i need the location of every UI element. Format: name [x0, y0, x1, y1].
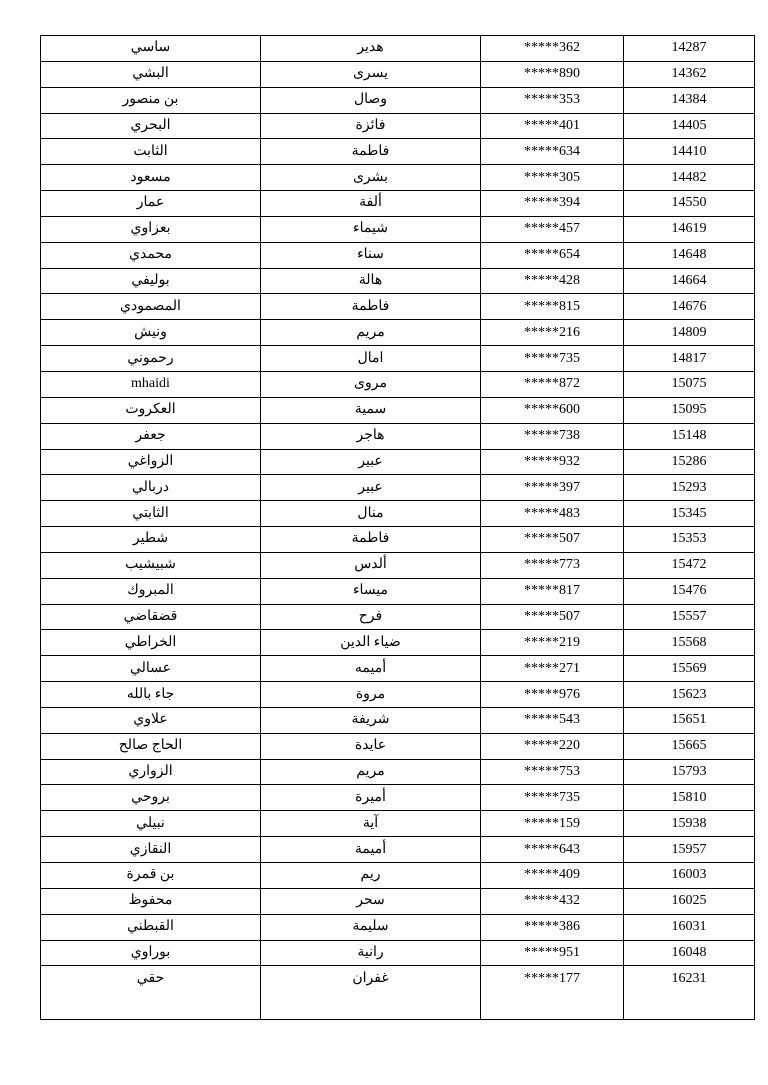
first-name-cell: عايدة [261, 733, 481, 759]
table-row [41, 682, 755, 708]
masked-code-cell: *****219 [481, 630, 624, 656]
masked-code-cell: *****543 [481, 707, 624, 733]
table-row [41, 552, 755, 578]
last-name-cell: جعفر [41, 423, 261, 449]
record-id-cell: 14676 [624, 294, 755, 320]
masked-code-cell: *****932 [481, 449, 624, 475]
last-name-cell: الزواري [41, 759, 261, 785]
last-name-cell: بوراوي [41, 940, 261, 966]
last-name-cell: مسعود [41, 165, 261, 191]
masked-code-cell: *****753 [481, 759, 624, 785]
table-row [41, 449, 755, 475]
record-id-cell: 15568 [624, 630, 755, 656]
record-id-cell: 15569 [624, 656, 755, 682]
masked-code-cell: *****432 [481, 888, 624, 914]
table-row [41, 785, 755, 811]
masked-code-cell: *****271 [481, 656, 624, 682]
record-id-cell: 14619 [624, 216, 755, 242]
last-name-cell: عسالي [41, 656, 261, 682]
table-row [41, 707, 755, 733]
last-name-cell: العكروت [41, 397, 261, 423]
last-name-cell: بوليفي [41, 268, 261, 294]
record-id-cell: 15353 [624, 527, 755, 553]
masked-code-cell: *****220 [481, 733, 624, 759]
table-row [41, 837, 755, 863]
first-name-cell: سناء [261, 242, 481, 268]
record-id-cell: 16048 [624, 940, 755, 966]
first-name-cell: فاطمة [261, 139, 481, 165]
record-id-cell: 15075 [624, 371, 755, 397]
table-row [41, 630, 755, 656]
last-name-cell: بروحي [41, 785, 261, 811]
last-name-cell: جاء بالله [41, 682, 261, 708]
table-row [41, 346, 755, 372]
table-row [41, 501, 755, 527]
table-row [41, 578, 755, 604]
first-name-cell: سحر [261, 888, 481, 914]
record-id-cell: 14362 [624, 61, 755, 87]
masked-code-cell: *****773 [481, 552, 624, 578]
last-name-cell: المصمودي [41, 294, 261, 320]
record-id-cell: 16231 [624, 966, 755, 1020]
last-name-cell: محفوظ [41, 888, 261, 914]
first-name-cell: أميمه [261, 656, 481, 682]
first-name-cell: ميساء [261, 578, 481, 604]
masked-code-cell: *****634 [481, 139, 624, 165]
table-row [41, 36, 755, 62]
last-name-cell: بن منصور [41, 87, 261, 113]
table-row [41, 759, 755, 785]
first-name-cell: هالة [261, 268, 481, 294]
masked-code-cell: *****394 [481, 191, 624, 217]
first-name-cell: أميرة [261, 785, 481, 811]
record-id-cell: 15623 [624, 682, 755, 708]
last-name-cell: ساسي [41, 36, 261, 62]
record-id-cell: 15810 [624, 785, 755, 811]
masked-code-cell: *****409 [481, 863, 624, 889]
results-table-body [41, 36, 755, 1020]
masked-code-cell: *****738 [481, 423, 624, 449]
first-name-cell: شريفة [261, 707, 481, 733]
record-id-cell: 15793 [624, 759, 755, 785]
first-name-cell: امال [261, 346, 481, 372]
last-name-cell: بن قمرة [41, 863, 261, 889]
last-name-cell: نبيلي [41, 811, 261, 837]
record-id-cell: 15938 [624, 811, 755, 837]
table-row [41, 888, 755, 914]
first-name-cell: هاجر [261, 423, 481, 449]
masked-code-cell: *****507 [481, 604, 624, 630]
first-name-cell: غفران [261, 966, 481, 1020]
first-name-cell: فاطمة [261, 294, 481, 320]
record-id-cell: 14410 [624, 139, 755, 165]
first-name-cell: رانية [261, 940, 481, 966]
masked-code-cell: *****735 [481, 785, 624, 811]
record-id-cell: 15148 [624, 423, 755, 449]
masked-code-cell: *****890 [481, 61, 624, 87]
first-name-cell: ضياء الدين [261, 630, 481, 656]
first-name-cell: مروة [261, 682, 481, 708]
table-row [41, 914, 755, 940]
last-name-cell: القبطني [41, 914, 261, 940]
masked-code-cell: *****976 [481, 682, 624, 708]
table-row [41, 61, 755, 87]
first-name-cell: أميمة [261, 837, 481, 863]
record-id-cell: 14664 [624, 268, 755, 294]
first-name-cell: بشرى [261, 165, 481, 191]
first-name-cell: عبير [261, 475, 481, 501]
record-id-cell: 15095 [624, 397, 755, 423]
last-name-cell: بعزاوي [41, 216, 261, 242]
table-row [41, 940, 755, 966]
last-name-cell: البحري [41, 113, 261, 139]
last-name-cell: البشي [41, 61, 261, 87]
last-name-cell: دربالي [41, 475, 261, 501]
masked-code-cell: *****305 [481, 165, 624, 191]
table-row [41, 139, 755, 165]
table-row [41, 811, 755, 837]
table-row [41, 191, 755, 217]
last-name-cell: ونيش [41, 320, 261, 346]
last-name-cell: mhaidi [41, 371, 261, 397]
record-id-cell: 15476 [624, 578, 755, 604]
last-name-cell: قضقاضي [41, 604, 261, 630]
last-name-cell: شطير [41, 527, 261, 553]
first-name-cell: آية [261, 811, 481, 837]
record-id-cell: 15293 [624, 475, 755, 501]
last-name-cell: الحاج صالح [41, 733, 261, 759]
masked-code-cell: *****397 [481, 475, 624, 501]
last-name-cell: الثابتي [41, 501, 261, 527]
last-name-cell: المبروك [41, 578, 261, 604]
table-row [41, 87, 755, 113]
table-row [41, 216, 755, 242]
table-row [41, 604, 755, 630]
first-name-cell: فاطمة [261, 527, 481, 553]
masked-code-cell: *****951 [481, 940, 624, 966]
table-row [41, 371, 755, 397]
masked-code-cell: *****600 [481, 397, 624, 423]
record-id-cell: 14817 [624, 346, 755, 372]
last-name-cell: رحموني [41, 346, 261, 372]
record-id-cell: 15665 [624, 733, 755, 759]
masked-code-cell: *****735 [481, 346, 624, 372]
first-name-cell: مريم [261, 759, 481, 785]
last-name-cell: محمدي [41, 242, 261, 268]
last-name-cell: الثابت [41, 139, 261, 165]
table-row [41, 113, 755, 139]
masked-code-cell: *****872 [481, 371, 624, 397]
record-id-cell: 16025 [624, 888, 755, 914]
table-row [41, 733, 755, 759]
last-name-cell: شبيشيب [41, 552, 261, 578]
masked-code-cell: *****815 [481, 294, 624, 320]
masked-code-cell: *****654 [481, 242, 624, 268]
record-id-cell: 15557 [624, 604, 755, 630]
table-row [41, 527, 755, 553]
first-name-cell: مروى [261, 371, 481, 397]
masked-code-cell: *****216 [481, 320, 624, 346]
last-name-cell: عمار [41, 191, 261, 217]
masked-code-cell: *****507 [481, 527, 624, 553]
record-id-cell: 14482 [624, 165, 755, 191]
record-id-cell: 15286 [624, 449, 755, 475]
record-id-cell: 15472 [624, 552, 755, 578]
first-name-cell: مريم [261, 320, 481, 346]
first-name-cell: ألفة [261, 191, 481, 217]
masked-code-cell: *****159 [481, 811, 624, 837]
table-row [41, 423, 755, 449]
first-name-cell: شيماء [261, 216, 481, 242]
record-id-cell: 16031 [624, 914, 755, 940]
table-row [41, 294, 755, 320]
record-id-cell: 14405 [624, 113, 755, 139]
first-name-cell: ألدس [261, 552, 481, 578]
record-id-cell: 14648 [624, 242, 755, 268]
table-row [41, 242, 755, 268]
results-table [40, 35, 755, 1020]
last-name-cell: الخراطي [41, 630, 261, 656]
record-id-cell: 14384 [624, 87, 755, 113]
table-row [41, 475, 755, 501]
masked-code-cell: *****177 [481, 966, 624, 1020]
last-name-cell: النقازي [41, 837, 261, 863]
table-row [41, 165, 755, 191]
first-name-cell: ريم [261, 863, 481, 889]
record-id-cell: 15957 [624, 837, 755, 863]
table-row [41, 966, 755, 1020]
masked-code-cell: *****643 [481, 837, 624, 863]
record-id-cell: 16003 [624, 863, 755, 889]
masked-code-cell: *****817 [481, 578, 624, 604]
record-id-cell: 15345 [624, 501, 755, 527]
first-name-cell: منال [261, 501, 481, 527]
masked-code-cell: *****428 [481, 268, 624, 294]
last-name-cell: علاوي [41, 707, 261, 733]
record-id-cell: 15651 [624, 707, 755, 733]
record-id-cell: 14550 [624, 191, 755, 217]
last-name-cell: الزواغي [41, 449, 261, 475]
masked-code-cell: *****401 [481, 113, 624, 139]
first-name-cell: يسرى [261, 61, 481, 87]
masked-code-cell: *****386 [481, 914, 624, 940]
first-name-cell: هدير [261, 36, 481, 62]
table-row [41, 320, 755, 346]
first-name-cell: فائزة [261, 113, 481, 139]
record-id-cell: 14287 [624, 36, 755, 62]
masked-code-cell: *****353 [481, 87, 624, 113]
table-row [41, 397, 755, 423]
first-name-cell: عبير [261, 449, 481, 475]
last-name-cell: حقي [41, 966, 261, 1020]
first-name-cell: سمية [261, 397, 481, 423]
first-name-cell: فرح [261, 604, 481, 630]
first-name-cell: سليمة [261, 914, 481, 940]
first-name-cell: وصال [261, 87, 481, 113]
table-row [41, 656, 755, 682]
record-id-cell: 14809 [624, 320, 755, 346]
table-row [41, 863, 755, 889]
masked-code-cell: *****483 [481, 501, 624, 527]
table-row [41, 268, 755, 294]
masked-code-cell: *****362 [481, 36, 624, 62]
masked-code-cell: *****457 [481, 216, 624, 242]
